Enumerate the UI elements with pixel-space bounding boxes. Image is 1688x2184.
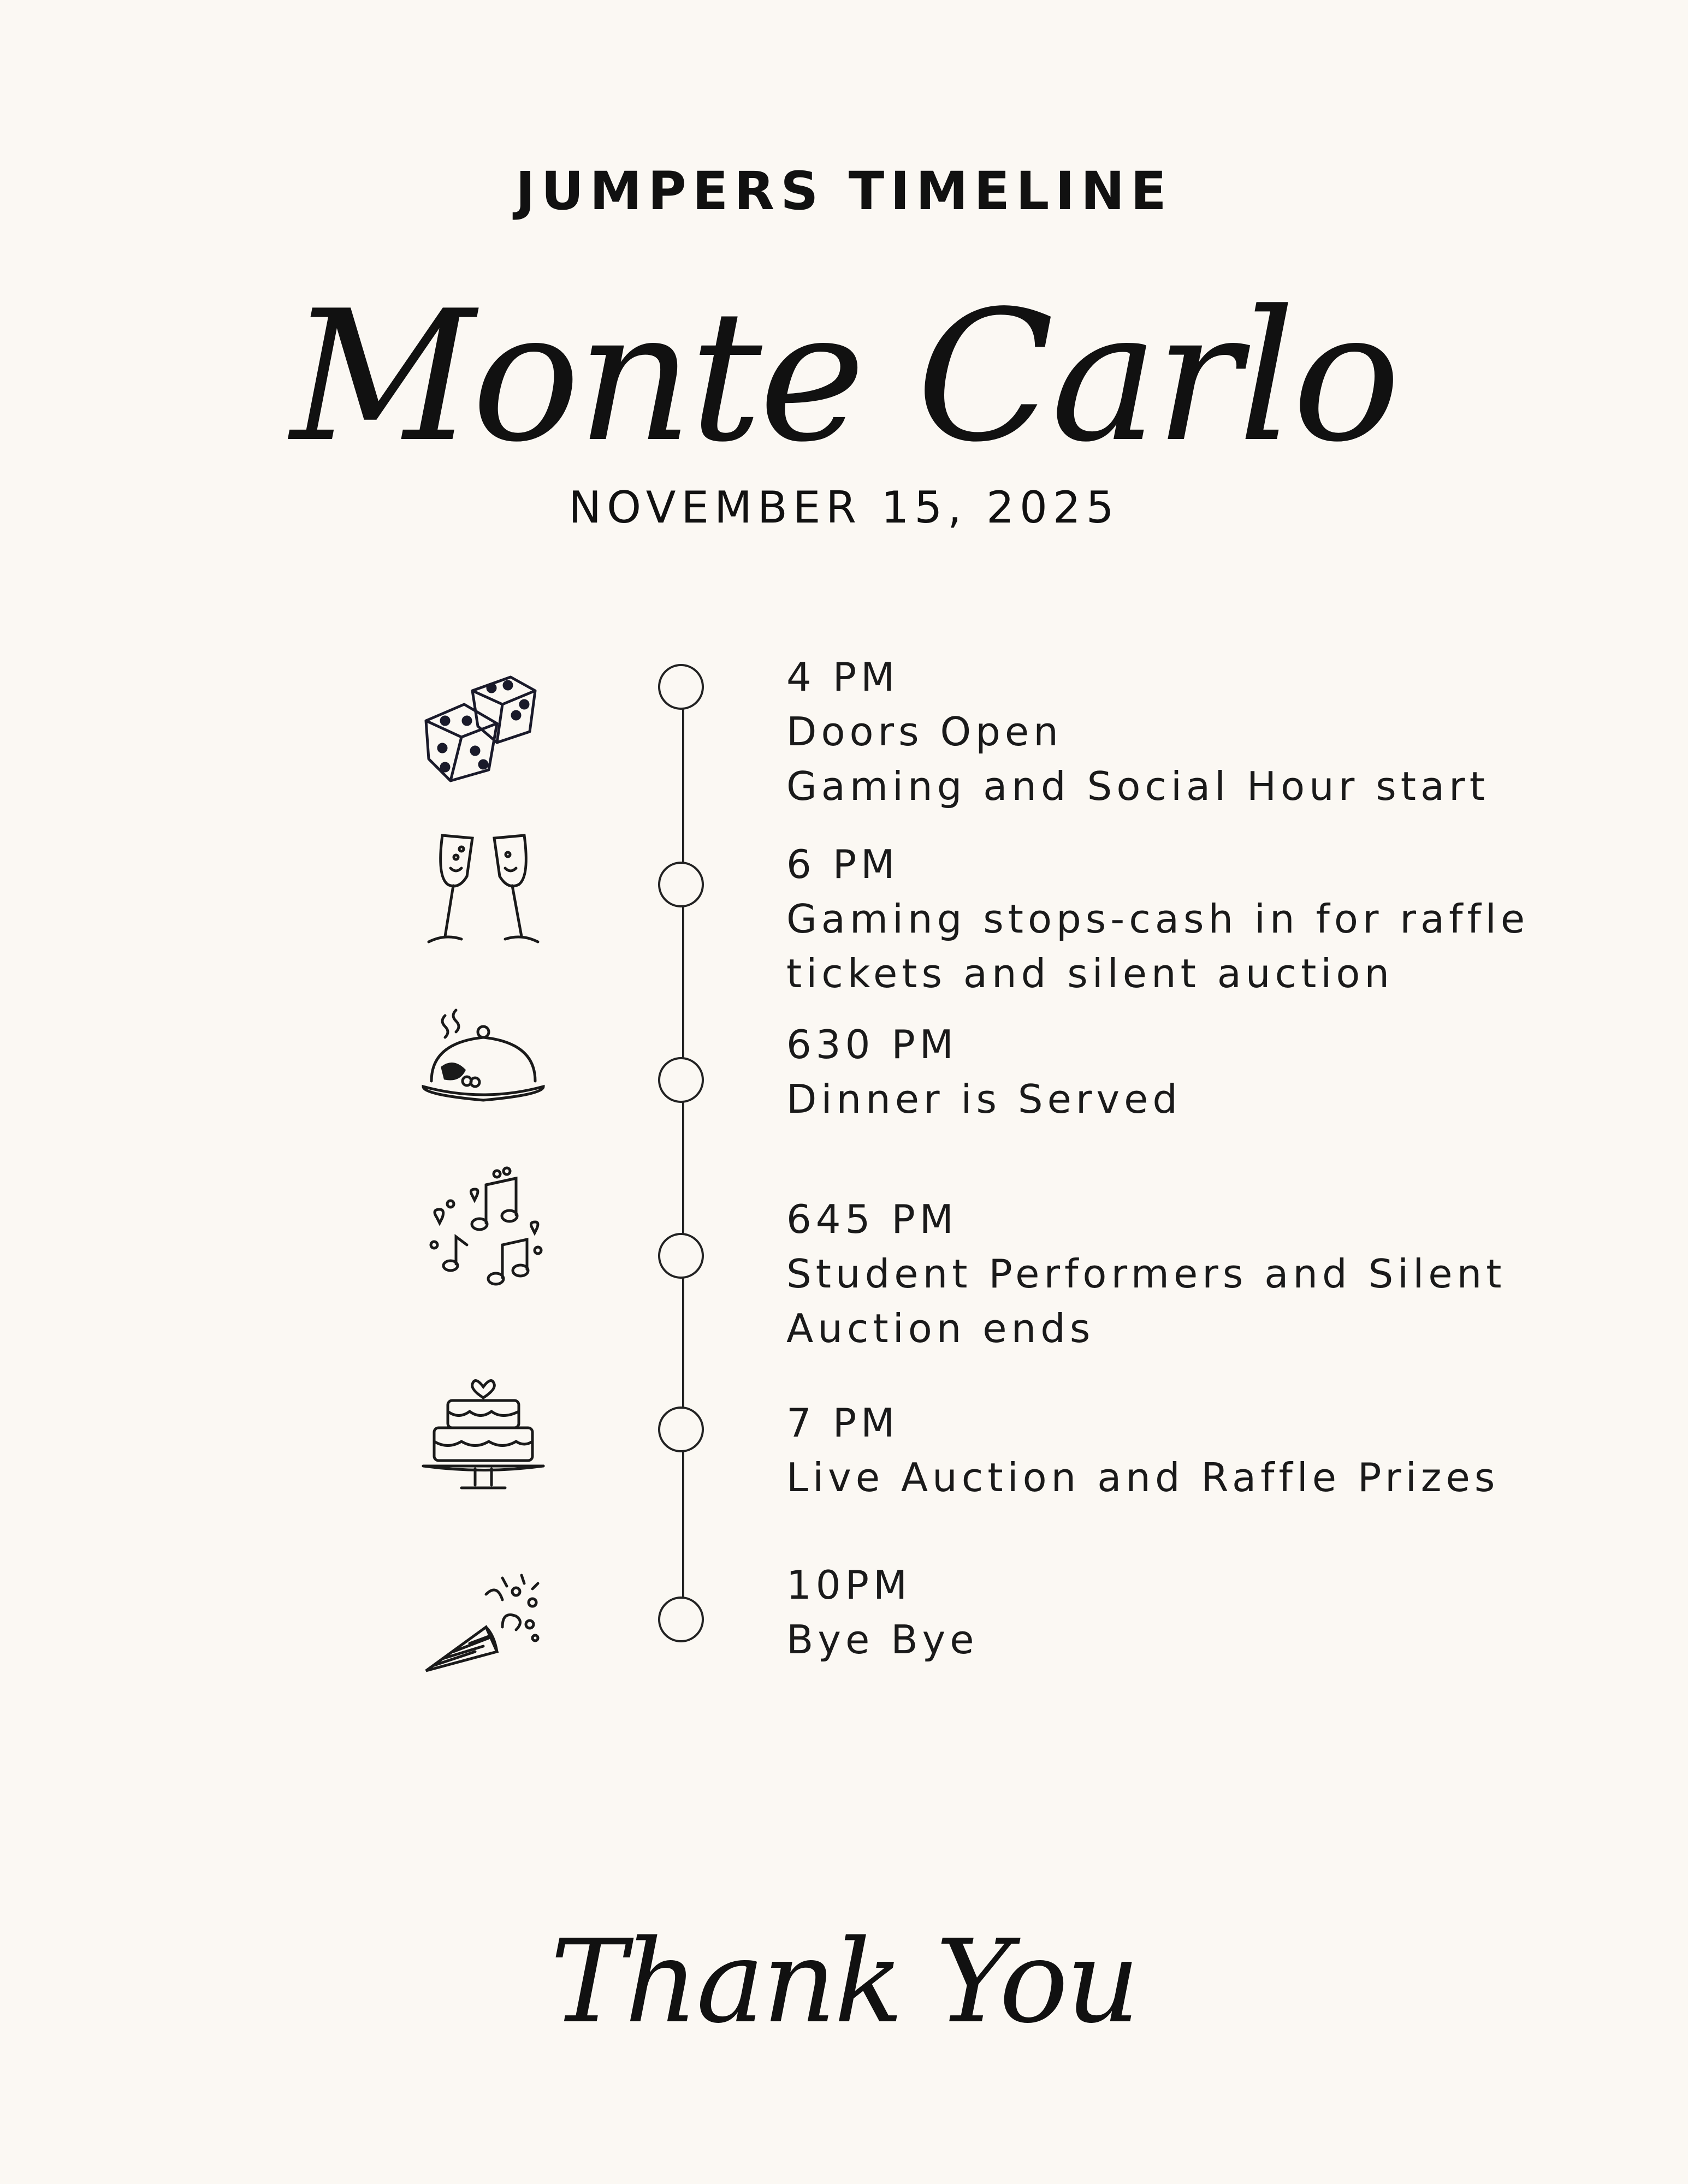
entry-line: tickets and silent auction	[786, 951, 1394, 996]
timeline-entry	[786, 837, 1671, 1001]
entry-time: 6 PM	[786, 841, 899, 887]
entry-time: 645 PM	[786, 1196, 958, 1242]
timeline-node	[658, 1057, 704, 1103]
music-notes-icon	[420, 1163, 546, 1289]
entry-time: 10PM	[786, 1562, 912, 1608]
entry-line: Live Auction and Raffle Prizes	[786, 1455, 1500, 1500]
timeline-entry	[786, 1017, 1671, 1126]
entry-line: Doors Open	[786, 709, 1063, 755]
champagne-glasses-icon	[420, 824, 546, 950]
header-title: JUMPERS TIMELINE	[516, 161, 1172, 222]
entry-line: Auction ends	[786, 1305, 1095, 1351]
timeline-line	[682, 688, 684, 1616]
event-date: NOVEMBER 15, 2025	[568, 482, 1120, 533]
entry-line: Gaming stops-cash in for raffle	[786, 896, 1530, 942]
serving-platter-icon	[420, 999, 546, 1125]
entry-line: Student Performers and Silent	[786, 1251, 1506, 1297]
timeline-entry	[786, 1396, 1671, 1505]
entry-line: Gaming and Social Hour start	[786, 763, 1489, 809]
timeline-node	[658, 1406, 704, 1452]
cake-icon	[420, 1365, 546, 1491]
timeline-entry	[786, 650, 1671, 814]
entry-time: 7 PM	[786, 1400, 899, 1446]
entry-line: Bye Bye	[786, 1617, 979, 1663]
entry-line: Dinner is Served	[786, 1076, 1182, 1122]
timeline-node	[658, 664, 704, 710]
dice-icon	[420, 661, 546, 786]
timeline-node	[658, 1233, 704, 1279]
timeline-node	[658, 1597, 704, 1642]
party-popper-icon	[420, 1562, 546, 1687]
timeline-entry	[786, 1558, 1671, 1667]
timeline-node	[658, 862, 704, 907]
timeline-entry	[786, 1192, 1671, 1356]
entry-time: 630 PM	[786, 1022, 958, 1067]
entry-time: 4 PM	[786, 654, 899, 700]
event-name: Monte Carlo	[290, 272, 1398, 482]
thank-you-text: Thank You	[550, 1915, 1138, 2049]
